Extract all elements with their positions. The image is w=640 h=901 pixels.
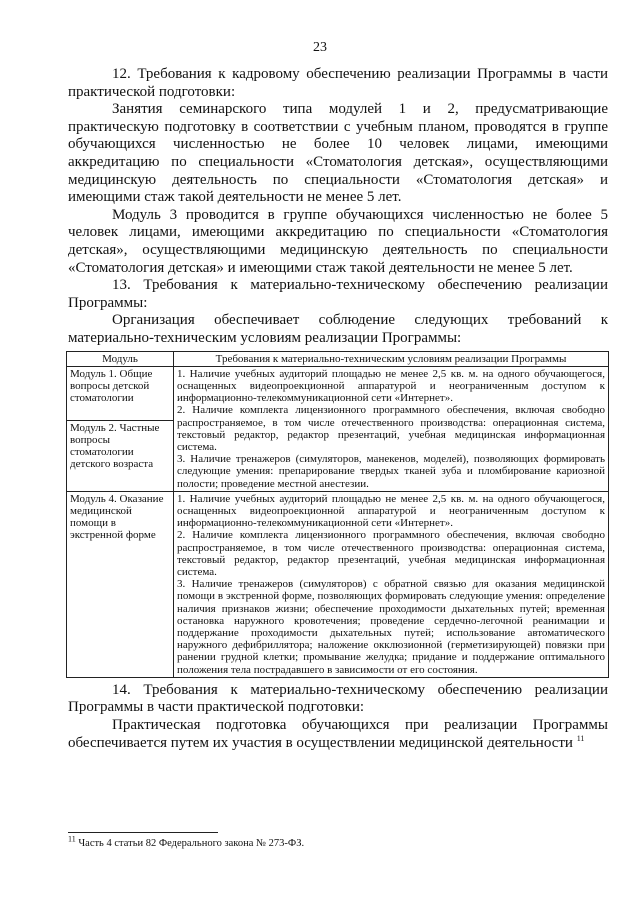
footnote-divider (68, 832, 218, 833)
requirements-table (66, 351, 609, 678)
requirement-item: 3. Наличие тренажеров (симуляторов) с обратной связью для оказания медицинской помощи в экстренной форме, позволяющих формировать следующие умения: определение наличия признаков жизни; обеспечение проходимости дыхательных путей; временная остановка наружного кровотечения; проведение сердечно-легочной реанимации и поддержание проходимости дыхательных путей; использование автоматического наружного дефибриллятора; наложение окклюзионной (герметизирующей) повязки при ранении грудной клетки; промывание желудка; придание и поддержание оптимального положения тела пострадавшего в зависимости от его состояния. (177, 578, 605, 676)
section-13-intro: Организация обеспечивает соблюдение следующих требований к материально-техническим условиям реализации Программы: (68, 312, 608, 346)
table-header-module: Модуль (67, 351, 174, 366)
footnote-number: 11 (68, 834, 76, 844)
table-row (67, 366, 609, 420)
footnote (68, 834, 608, 849)
section-13-heading: 13. Требования к материально-техническому обеспечению реализации Программы: (68, 277, 608, 311)
section-12-paragraph-2: Модуль 3 проводится в группе обучающихся численностью не более 5 человек лицами, имеющими аккредитацию по специальности «Стоматология детская», осуществляющими медицинскую деятельность по специальности «Стоматология детская» и имеющими стаж такой деятельности не менее 5 лет. (68, 206, 608, 276)
requirement-item: 1. Наличие учебных аудиторий площадью не менее 2,5 кв. м. на одного обучающегося, оснащенных видеопроекционной аппаратурой и неограниченным доступом к информационно-телекоммуникационной сети «Интернет». (177, 367, 605, 405)
section-14-paragraph (68, 717, 608, 752)
table-row (67, 491, 609, 677)
section-14-heading: 14. Требования к материально-техническому обеспечению реализации Программы в части практической подготовки: (68, 681, 608, 716)
footnote-reference: 11 (576, 733, 585, 743)
requirement-item: 3. Наличие тренажеров (симуляторов, манекенов, моделей), позволяющих формировать следующие умения: препарирование твердых тканей зуба и пломбирование кариозной полости; проведение местной анестезии. (177, 453, 605, 490)
footnote-text: Часть 4 статьи 82 Федерального закона № 273-ФЗ. (78, 838, 305, 849)
table-cell-requirements-group-1 (174, 366, 609, 491)
section-12-heading: 12. Требования к кадровому обеспечению реализации Программы в части практической подготовки: (68, 66, 608, 100)
table-cell-module-2: Модуль 2. Частные вопросы стоматологии детского возраста (67, 420, 174, 491)
page-number: 23 (313, 40, 327, 55)
requirement-item: 2. Наличие комплекта лицензионного программного обеспечения, включая свободно распространяемое, в том числе отечественного производства: операционная система, текстовый редактор, редактор презентаций, учебная медицинская информационная система. (177, 529, 605, 578)
table-cell-module-4: Модуль 4. Оказание медицинской помощи в экстренной форме (67, 491, 174, 677)
requirement-item: 2. Наличие комплекта лицензионного программного обеспечения, включая свободно распространяемое, в том числе отечественного производства: операционная система, текстовый редактор, редактор презентаций, учебная медицинская информационная система. (177, 404, 605, 453)
table-cell-module-1: Модуль 1. Общие вопросы детской стоматологии (67, 366, 174, 420)
table-header-row (67, 351, 609, 366)
section-14-paragraph-text: Практическая подготовка обучающихся при реализации Программы обеспечивается путем их участия в осуществлении медицинской деятельности (68, 716, 608, 751)
table-header-requirements: Требования к материально-техническим условиям реализации Программы (174, 351, 609, 366)
section-12-paragraph-1: Занятия семинарского типа модулей 1 и 2, предусматривающие практическую подготовку в соответствии с учебным планом, проводятся в группе обучающихся численностью не более 10 человек лицами, имеющими аккредитацию по специальности «Стоматология детская», осуществляющими медицинскую деятельность по специальности «Стоматология детская» и имеющими стаж такой деятельности не менее 5 лет. (68, 101, 608, 206)
requirement-item: 1. Наличие учебных аудиторий площадью не менее 2,5 кв. м. на одного обучающегося, оснащенных видеопроекционной аппаратурой и неограниченным доступом к информационно-телекоммуникационной сети «Интернет». (177, 492, 605, 530)
document-body (68, 66, 608, 752)
table-cell-requirements-group-2 (174, 491, 609, 677)
